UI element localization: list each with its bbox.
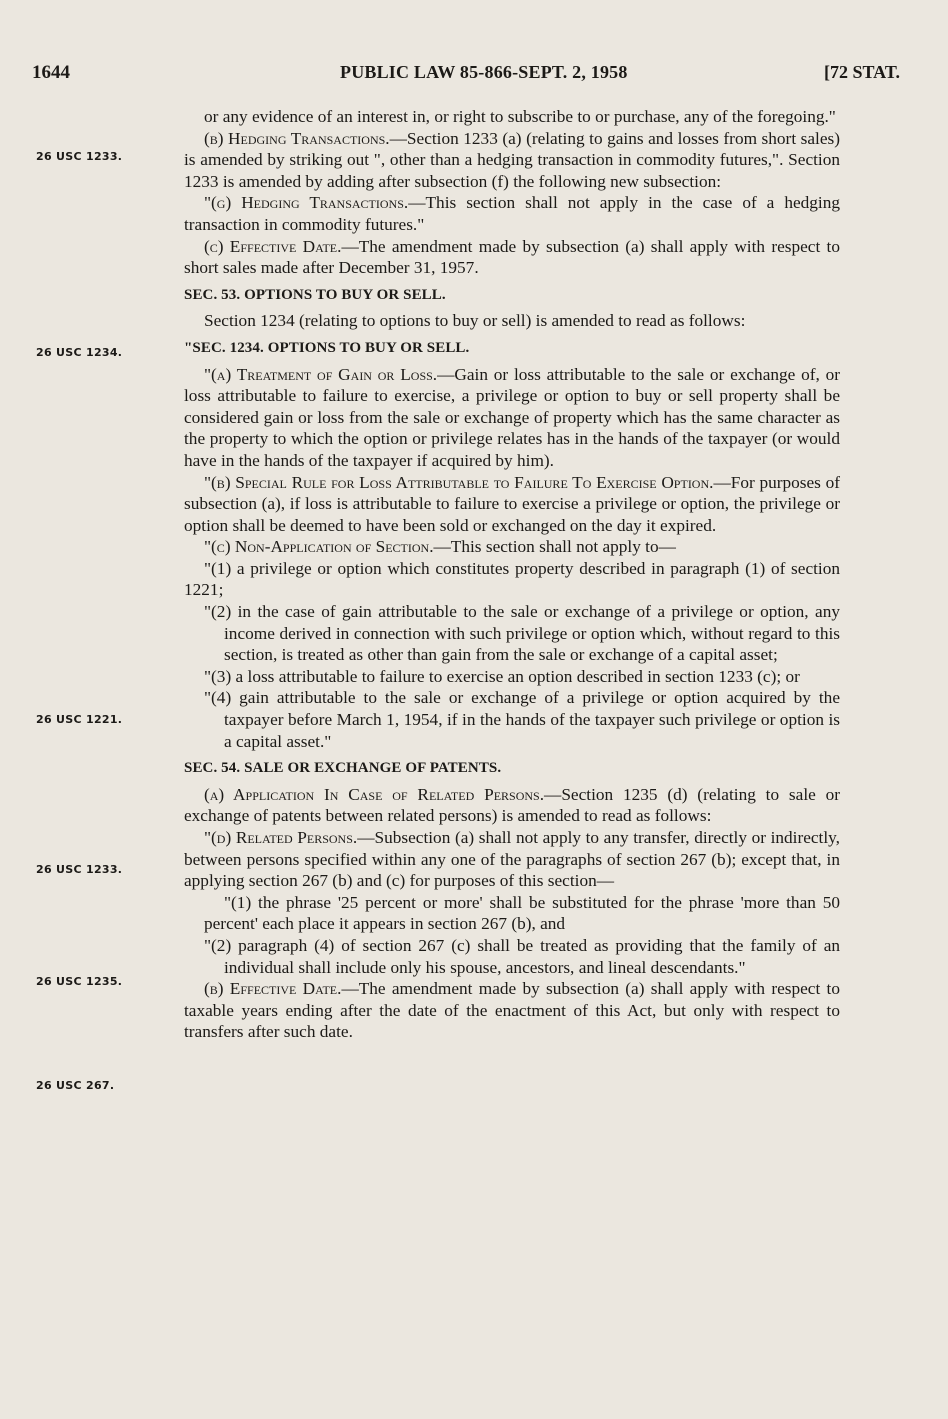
header-title: PUBLIC LAW 85-866-SEPT. 2, 1958 [340, 62, 628, 82]
subsection-heading: (b) Hedging Transactions. [204, 128, 390, 148]
running-header [32, 62, 900, 88]
paragraph-text: —Section 1233 (a) (relating to gains and losses from short sales) is amended by striking out ", other than a hedging transaction in commodity futures,". Section 1233 is amended by adding after subsection (f) the following new subsection: [184, 128, 840, 191]
paragraph: or any evidence of an interest in, or right to subscribe to or purchase, any of the foregoing." [204, 107, 836, 126]
paragraph [184, 364, 840, 472]
subsection-heading: (b) Effective Date. [204, 979, 342, 999]
paragraph [184, 978, 840, 1043]
clause: "(3) a loss attributable to failure to exercise an option described in section 1233 (c); or [204, 666, 800, 686]
clause: "(2) paragraph (4) of section 267 (c) shall be treated as providing that the family of an individual shall include only his spouse, ancestors, and lineal descendants." [204, 935, 840, 977]
clause: "(4) gain attributable to the sale or exchange of a privilege or option acquired by the taxpayer before March 1, 1954, if in the hands of the taxpayer such privilege or option is a capital asset." [204, 688, 840, 751]
paragraph [184, 536, 840, 558]
paragraph-text: —This section shall not apply in the case of a hedging transaction in commodity futures." [184, 193, 840, 234]
subsection-heading: (c) Effective Date. [204, 236, 342, 256]
body-text [184, 106, 840, 1043]
paragraph-text: —This section shall not apply to— [433, 537, 676, 557]
subsection-heading: "(c) Non-Application of Section. [204, 537, 434, 557]
paragraph-text: —Gain or loss attributable to the sale or exchange of, or loss attributable to failure to exercise, a privilege or option to buy or sell property shall be considered gain or loss from the sale or exchange of property which has the same character as the property to which the option or privilege relates has in the hands of the taxpayer (or would have in the hands of the taxpayer if acquired by him). [184, 364, 840, 470]
paragraph [184, 236, 840, 279]
paragraph-text: —The amendment made by subsection (a) shall apply with respect to short sales made after December 31, 1957. [184, 236, 840, 278]
paragraph-text: —Subsection (a) shall not apply to any transfer, directly or indirectly, between persons specified within any one of the paragraphs of section 267 (b); except that, in applying section 267 (b) and (c) for purposes of this section— [184, 828, 840, 891]
margin-note: 26 USC 267. [36, 1079, 115, 1092]
margin-note: 26 USC 1235. [36, 975, 123, 988]
margin-note: 26 USC 1221. [36, 713, 123, 726]
subsection-heading: "(b) Special Rule for Loss Attributable to Failure To Exercise Option. [204, 472, 714, 492]
paragraph [184, 192, 840, 235]
paragraph-text: —For purposes of subsection (a), if loss is attributable to failure to exercise a privilege or option, the privilege or option shall be deemed to have been sold or exchanged on the day it expired. [184, 472, 840, 535]
paragraph [184, 472, 840, 537]
paragraph: Section 1234 (relating to options to buy or sell) is amended to read as follows: [204, 311, 746, 331]
page-number: 1644 [32, 62, 70, 83]
section-heading: SEC. 54. SALE OR EXCHANGE OF PATENTS. [184, 760, 502, 777]
subsection-heading: "(g) Hedging Transactions. [204, 193, 409, 213]
margin-note: 26 USC 1233. [36, 863, 123, 876]
subsection-heading: "(d) Related Persons. [204, 828, 358, 847]
clause: "(1) the phrase '25 percent or more' shall be substituted for the phrase 'more than 50 percent' each place it appears in section 267 (b), and [204, 892, 840, 934]
statute-reference: [72 STAT. [823, 62, 900, 82]
paragraph-text: —The amendment made by subsection (a) shall apply with respect to taxable years ending after the date of the enactment of this Act, but only with respect to transfers after such date. [184, 979, 840, 1042]
margin-note: 26 USC 1233. [36, 150, 123, 163]
clause: "(1) a privilege or option which constitutes property described in paragraph (1) of section 1221; [184, 558, 840, 600]
paragraph [184, 784, 840, 827]
subsection-heading: "(a) Treatment of Gain or Loss. [204, 364, 438, 384]
clause: "(2) in the case of gain attributable to the sale or exchange of a privilege or option, any income derived in connection with such privilege or option which, without regard to this section, is treated as other than gain from the sale or exchange of a capital asset; [204, 602, 840, 665]
subsection-heading: (a) Application In Case of Related Persons. [204, 784, 545, 804]
section-heading: SEC. 53. OPTIONS TO BUY OR SELL. [184, 286, 446, 303]
margin-note: 26 USC 1234. [36, 346, 123, 359]
section-heading: "SEC. 1234. OPTIONS TO BUY OR SELL. [184, 339, 470, 356]
paragraph [184, 827, 840, 892]
paragraph-text: —Section 1235 (d) (relating to sale or exchange of patents between related persons) is amended to read as follows: [184, 784, 840, 826]
paragraph [184, 128, 840, 193]
